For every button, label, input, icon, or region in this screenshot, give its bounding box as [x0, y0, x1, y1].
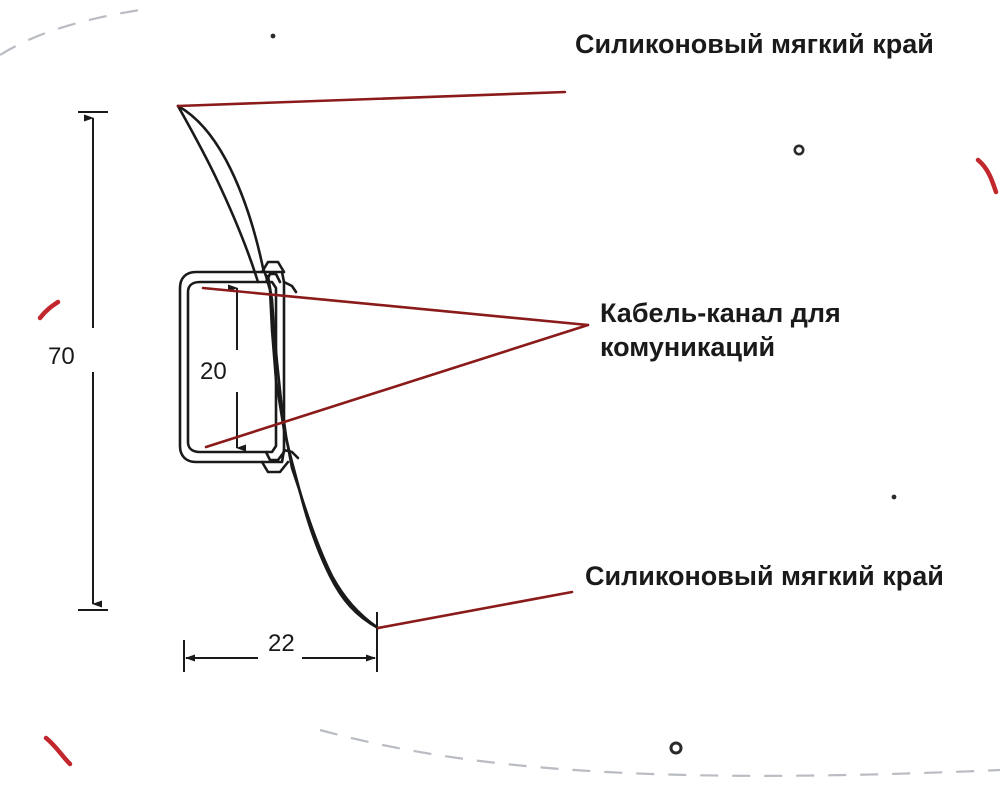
leader-line-icon — [378, 592, 572, 628]
dimension-label-height: 70 — [48, 343, 75, 370]
red-tick-mark-icon — [40, 160, 996, 764]
annotation-cable-channel: Кабель-канал для комуникаций — [600, 298, 841, 362]
dimension-label-depth: 22 — [268, 630, 295, 657]
leader-line-icon — [206, 325, 588, 447]
annotation-bottom-soft-edge: Силиконовый мягкий край — [585, 561, 944, 591]
dimension-arrow-icon — [78, 112, 108, 610]
dimension-label-channel-height: 20 — [200, 358, 227, 385]
dashed-guide-icon — [0, 10, 1000, 776]
dot-marker-icon — [271, 34, 897, 753]
leader-line-icon — [178, 92, 565, 106]
leader-line-icon — [203, 288, 588, 325]
annotation-top-soft-edge: Силиконовый мягкий край — [575, 29, 934, 59]
